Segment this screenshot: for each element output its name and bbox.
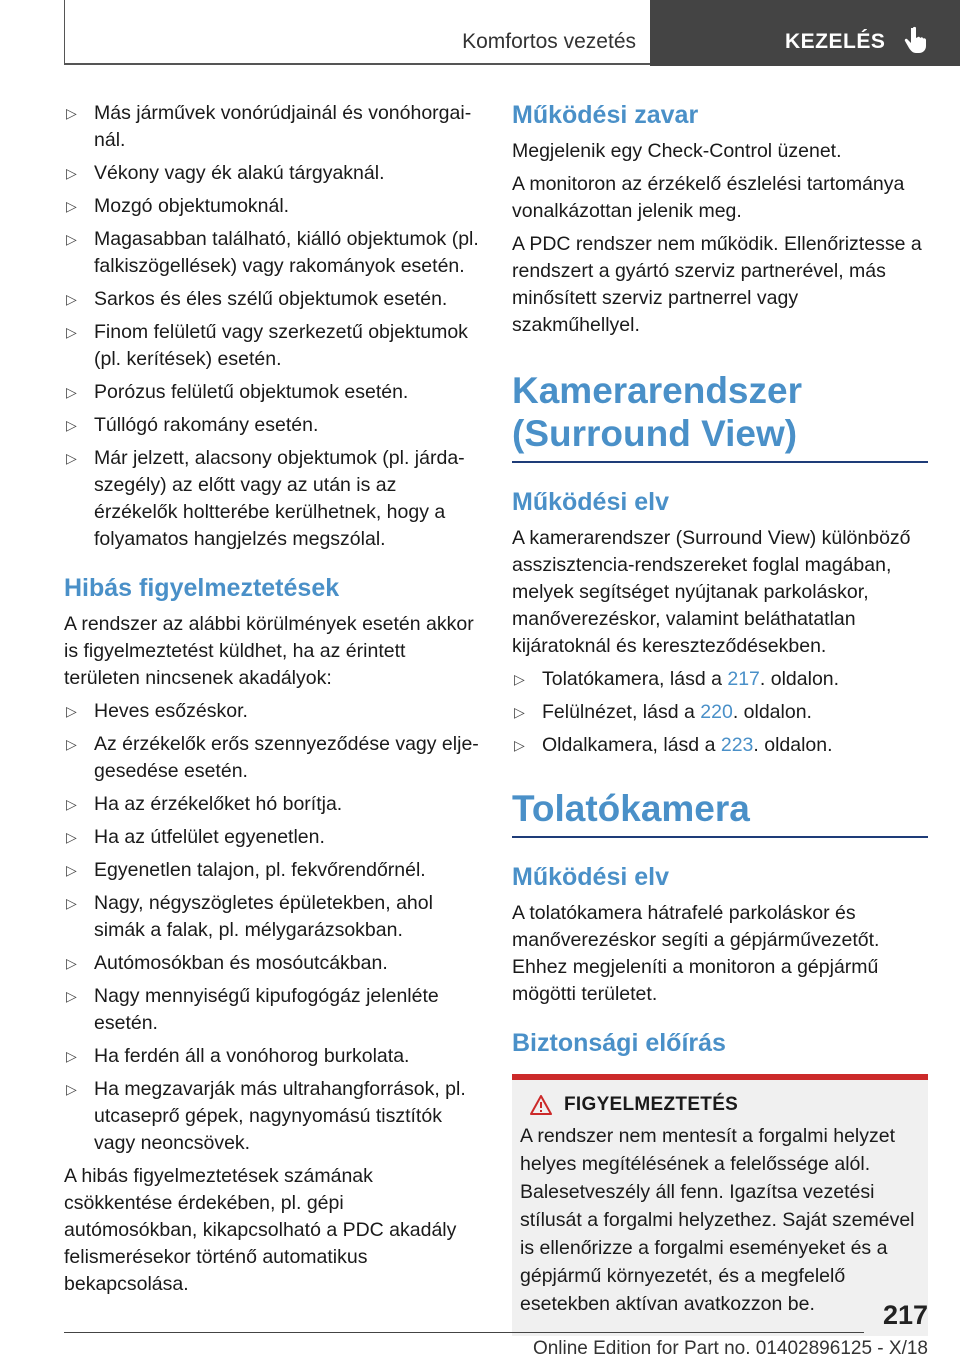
- bullet-triangle-icon: ▷: [66, 736, 77, 752]
- list-item-text: Autómosókban és mosóutcákban.: [94, 952, 388, 974]
- list-item: [512, 732, 928, 759]
- footer-rule: [64, 1332, 864, 1333]
- list-item-text: Már jelzett, alacsony objektumok (pl. járdaszegély) az előtt vagy az után is az érzékelők holtterébe kerülhetnek, hogy a folyamatos hangjelzés megszólal.: [94, 447, 465, 550]
- list-item-text: Nagy, négyszögletes épületekben, ahol simák a falak, pl. mélygarázsokban.: [94, 892, 433, 941]
- page-reference-link[interactable]: 223: [720, 734, 754, 756]
- bullet-triangle-icon: ▷: [66, 703, 77, 719]
- bullet-triangle-icon: ▷: [66, 955, 77, 971]
- list-item-text: Magasabban található, kiálló objektumok (pl. falkiszögellések) vagy rakományok esetén.: [94, 228, 479, 277]
- list-item: [64, 890, 480, 944]
- list-item: [64, 412, 480, 439]
- list-item: [64, 731, 480, 785]
- list-item-text: Heves esőzéskor.: [94, 700, 248, 722]
- list-item: [512, 699, 928, 726]
- bullet-triangle-icon: ▷: [66, 105, 77, 121]
- rear-camera-text: A tolatókamera hátrafelé parkoláskor és manőverezéskor segíti a gépjárművezetőt. Ehhez megjeleníti a monitoron a gépjármű mögötti területet.: [512, 902, 880, 1005]
- header-section-title: Komfortos vezetés: [462, 30, 636, 53]
- list-item: [64, 824, 480, 851]
- list-item: [64, 379, 480, 406]
- list-item-text: Ha ferdén áll a vonóhorog burkolata.: [94, 1045, 410, 1067]
- section-heading-malfunction: Működési zavar: [512, 101, 699, 129]
- bullet-triangle-icon: ▷: [514, 737, 525, 753]
- bullet-triangle-icon: ▷: [66, 165, 77, 181]
- list-item-text: Tolatókamera, lásd a: [542, 668, 728, 690]
- warning-text: A rendszer nem mentesít a forgalmi helyzet helyes megítélésének a felelőssége alól. Balesetveszély áll fenn. Igazítsa vezetési stílusát a forgalmi helyzethez. Saját szemével is ellenőrizze a forgalmi eseményeket és a gépjármű környezetét, és a megfelelő esetekben aktívan avatkozzon be.: [520, 1125, 915, 1315]
- header-tab-label: KEZELÉS: [785, 30, 886, 53]
- list-item: [64, 1043, 480, 1070]
- list-item-suffix: . oldalon.: [732, 701, 812, 723]
- list-item-text: Mozgó objektumoknál.: [94, 195, 290, 217]
- left-column: [64, 100, 480, 1304]
- list-item-text: Ha az érzékelőket hó borítja.: [94, 793, 343, 815]
- list-item: [64, 226, 480, 280]
- list-item: [64, 100, 480, 154]
- list-item: [64, 286, 480, 313]
- warning-title: FIGYELMEZTETÉS: [564, 1094, 739, 1115]
- subheading-surround-principle: Működési elv: [512, 488, 669, 516]
- bullet-list-false-warnings: [64, 698, 480, 1157]
- bullet-triangle-icon: ▷: [66, 384, 77, 400]
- footer-edition: Online Edition for Part no. 01402896125 - X/18: [532, 1338, 928, 1359]
- right-column: [512, 100, 928, 1336]
- list-item: [64, 445, 480, 553]
- subheading-safety: Biztonsági előírás: [512, 1029, 726, 1057]
- list-item-text: Más járművek vonórúdjainál és vonóhorgainál.: [94, 102, 472, 151]
- header-divider-left: [64, 0, 65, 64]
- list-item-text: Sarkos és éles szélű objektumok esetén.: [94, 288, 448, 310]
- list-item-text: Oldalkamera, lásd a: [542, 734, 721, 756]
- bullet-triangle-icon: ▷: [66, 796, 77, 812]
- bullet-triangle-icon: ▷: [66, 829, 77, 845]
- page-number: 217: [882, 1300, 928, 1330]
- warning-triangle-icon: [530, 1095, 552, 1115]
- list-item: [512, 666, 928, 693]
- list-item-text: Finom felületű vagy szerkezetű objektumok (pl. kerítések) esetén.: [94, 321, 468, 370]
- warning-box: [512, 1074, 928, 1336]
- bullet-triangle-icon: ▷: [66, 291, 77, 307]
- malfunction-p3: A PDC rendszer nem működik. Ellenőriztesse a rendszert a gyártó szerviz partnerével, más minősített szerviz partnerrel vagy szakműhellyel.: [512, 233, 922, 336]
- chapter-title-rear-camera: Tolatókamera: [512, 787, 928, 838]
- bullet-triangle-icon: ▷: [66, 895, 77, 911]
- list-item-text: Egyenetlen talajon, pl. fekvőrendőrnél.: [94, 859, 426, 881]
- list-item-text: Ha megzavarják más ultrahangforrások, pl. utcaseprő gépek, nagynyomású tisztítók vagy neoncsövek.: [94, 1078, 466, 1154]
- chapter-title-surround-view: Kamerarendszer (Surround View): [512, 369, 928, 463]
- malfunction-p1: Megjelenik egy Check-Control üzenet.: [512, 140, 842, 162]
- bullet-triangle-icon: ▷: [66, 1081, 77, 1097]
- header-tab[interactable]: [650, 0, 960, 66]
- list-item: [64, 983, 480, 1037]
- list-item-text: Porózus felületű objektumok esetén.: [94, 381, 409, 403]
- bullet-triangle-icon: ▷: [66, 1048, 77, 1064]
- subheading-rear-principle: Működési elv: [512, 863, 669, 891]
- list-item-text: Nagy mennyiségű kipufogógáz jelenléte esetén.: [94, 985, 439, 1034]
- bullet-triangle-icon: ▷: [66, 450, 77, 466]
- list-item: [64, 193, 480, 220]
- surround-link-list: [512, 666, 928, 759]
- list-item-suffix: . oldalon.: [759, 668, 840, 690]
- list-item: [64, 950, 480, 977]
- header-underline: [64, 63, 650, 65]
- bullet-list-obstacles: [64, 100, 480, 553]
- false-warnings-closing: A hibás figyelmeztetések számának csökkentése érdekében, pl. gépi autómosókban, kikapcsolható a PDC akadály felismerésekor történő automatikus bekapcsolása.: [64, 1165, 457, 1295]
- section-heading-false-warnings: Hibás figyelmeztetések: [64, 574, 340, 602]
- list-item-suffix: . oldalon.: [753, 734, 833, 756]
- list-item-text: Vékony vagy ék alakú tárgyaknál.: [94, 162, 385, 184]
- list-item-text: Ha az útfelület egyenetlen.: [94, 826, 325, 848]
- bullet-triangle-icon: ▷: [66, 324, 77, 340]
- bullet-triangle-icon: ▷: [66, 417, 77, 433]
- list-item: [64, 160, 480, 187]
- malfunction-p2: A monitoron az érzékelő észlelési tartománya vonalkázottan jelenik meg.: [512, 173, 905, 222]
- warning-title-row: [520, 1094, 920, 1116]
- list-item: [64, 698, 480, 725]
- page-reference-link[interactable]: 220: [700, 701, 733, 723]
- bullet-triangle-icon: ▷: [66, 988, 77, 1004]
- bullet-triangle-icon: ▷: [66, 198, 77, 214]
- list-item-text: Az érzékelők erős szennyeződése vagy eljegesedése esetén.: [94, 733, 479, 782]
- bullet-triangle-icon: ▷: [66, 862, 77, 878]
- list-item-text: Felülnézet, lásd a: [542, 701, 701, 723]
- list-item: [64, 319, 480, 373]
- list-item: [64, 1076, 480, 1157]
- false-warnings-intro: A rendszer az alábbi körülmények esetén akkor is figyelmeztetést küldhet, ha az érintett területen nincsenek akadályok:: [64, 613, 474, 689]
- hand-pointer-icon: [902, 26, 928, 54]
- surround-intro: A kamerarendszer (Surround View) különböző asszisztencia-rendszereket foglal magában, melyek segítséget nyújtanak parkoláskor, manőverezéskor, valamint beláthatatlan kijáratoknál és kereszteződésekben.: [512, 527, 911, 657]
- list-item: [64, 791, 480, 818]
- list-item: [64, 857, 480, 884]
- bullet-triangle-icon: ▷: [66, 231, 77, 247]
- bullet-triangle-icon: ▷: [514, 671, 525, 687]
- bullet-triangle-icon: ▷: [514, 704, 525, 720]
- page-reference-link[interactable]: 217: [727, 668, 760, 690]
- list-item-text: Túllógó rakomány esetén.: [94, 414, 319, 436]
